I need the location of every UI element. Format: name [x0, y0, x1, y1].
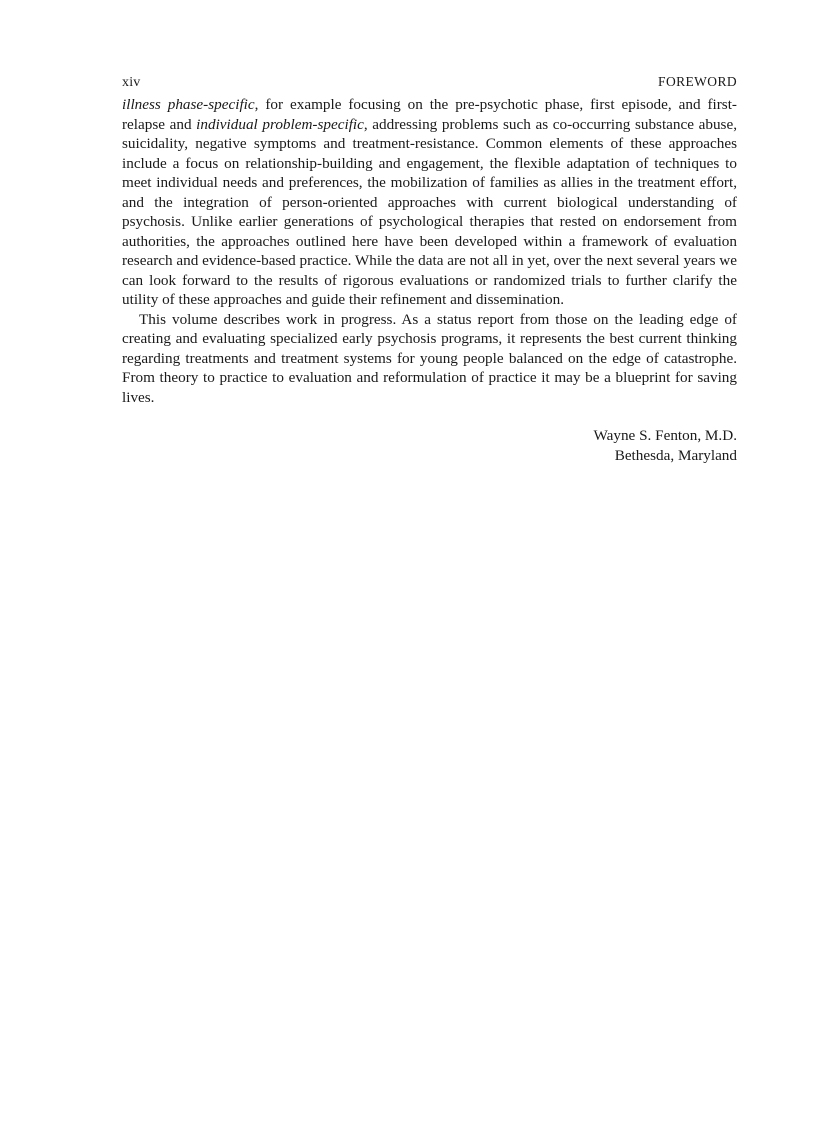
paragraph-1-text-a: , for example focusing on the pre-psychotic phase, first episode, and first-relapse and	[122, 96, 737, 133]
book-page	[122, 73, 737, 466]
running-head	[122, 73, 737, 93]
page-number: xiv	[122, 75, 141, 90]
paragraph-2: This volume describes work in progress. As a status report from those on the leading edge of creating and evaluating specialized early psychosis programs, it represents the best current thinking regarding treatments and treatment systems for young people balanced on the edge of catastrophe. From theory to practice to evaluation and reformulation of practice it may be a blueprint for saving lives.	[122, 310, 737, 406]
italic-term-illness-phase-specific: illness phase-specific	[122, 96, 255, 113]
signature-block	[122, 426, 737, 466]
italic-term-individual-problem-specific: individual problem-specific	[196, 115, 364, 133]
paragraph-1-text-b: , addressing problems such as co-occurring substance abuse, suicidality, negative symptoms and treatment-resistance. Common elements of these approaches include a focus on relationship-building and engagement, the flexible adaptation of techniques to meet individual needs and preferences, the mobilization of families as allies in the treatment effort, and the integration of person-oriented approaches with current biological understanding of psychosis. Unlike earlier generations of psychological therapies that rested on endorsement from authorities, the approaches outlined here have been developed within a framework of evaluation research and evidence-based practice. While the data are not all in yet, over the next several years we can look forward to the results of rigorous evaluations or randomized trials to further clarify the utility of these approaches and guide their refinement and dissemination.	[122, 115, 737, 308]
signature-name: Wayne S. Fenton, M.D.	[593, 427, 737, 444]
body-text	[122, 95, 737, 407]
paragraph-1	[122, 95, 737, 310]
signature-location: Bethesda, Maryland	[614, 447, 737, 464]
section-title: FOREWORD	[658, 74, 737, 89]
